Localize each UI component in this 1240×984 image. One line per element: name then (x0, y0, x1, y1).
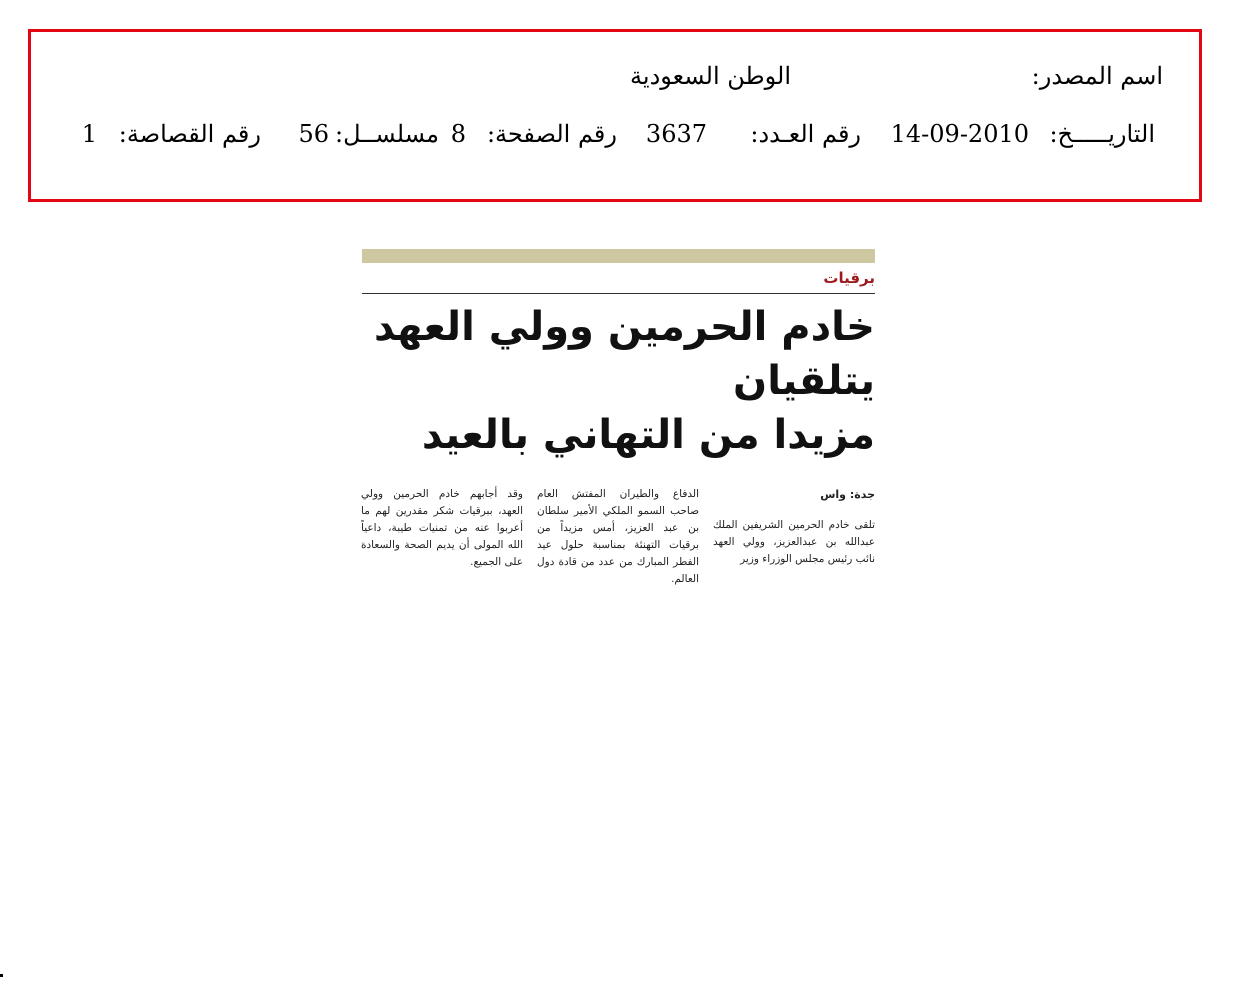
serial-label: مسلســل: (335, 120, 439, 148)
section-color-bar (362, 249, 875, 263)
headline-line-1: خادم الحرمين وولي العهد يتلقيان (373, 304, 875, 404)
section-label: برقيات (823, 269, 875, 287)
body-column-2 (537, 486, 699, 588)
serial-value: 56 (298, 120, 329, 148)
body-column-1 (713, 486, 875, 568)
metadata-box (28, 29, 1202, 202)
body-column-3 (361, 486, 523, 571)
source-label: اسم المصدر: (1031, 62, 1163, 90)
section-divider (362, 293, 875, 294)
column-1-text: تلقى خادم الحرمين الشريفين الملك عبدالله بن عبدالعزيز، وولي العهد نائب رئيس مجلس الوزراء وزير (713, 519, 875, 565)
page-value: 8 (450, 120, 466, 148)
column-3-text: وقد أجابهم خادم الحرمين وولي العهد، ببرقيات شكر مقدرين لهم ما أعربوا عنه من تمنيات طيبة، داعياً الله المولى أن يديم الصحة والسعادة على الجميع. (361, 488, 523, 568)
clip-label: رقم القصاصة: (118, 120, 261, 148)
date-value: 14-09-2010 (890, 120, 1029, 148)
source-value: الوطن السعودية (630, 62, 791, 90)
page-label: رقم الصفحة: (486, 120, 617, 148)
date-label: التاريـــــخ: (1049, 120, 1155, 148)
headline-line-2: مزيدا من التهاني بالعيد (421, 412, 875, 458)
headline (362, 300, 875, 462)
article-body (361, 486, 875, 585)
issue-label: رقم العـدد: (750, 120, 861, 148)
article (361, 249, 875, 585)
column-2-text: الدفاع والطيران المفتش العام صاحب السمو الملكي الأمير سلطان بن عبد العزيز، أمس مزيداً من برقيات التهنئة بمناسبة حلول عيد الفطر المبارك من عدد من قادة دول العالم. (537, 488, 699, 585)
scan-speck (0, 974, 3, 977)
clip-value: 1 (81, 120, 97, 148)
dateline: جدة: واس (820, 488, 875, 501)
issue-value: 3637 (645, 120, 707, 148)
